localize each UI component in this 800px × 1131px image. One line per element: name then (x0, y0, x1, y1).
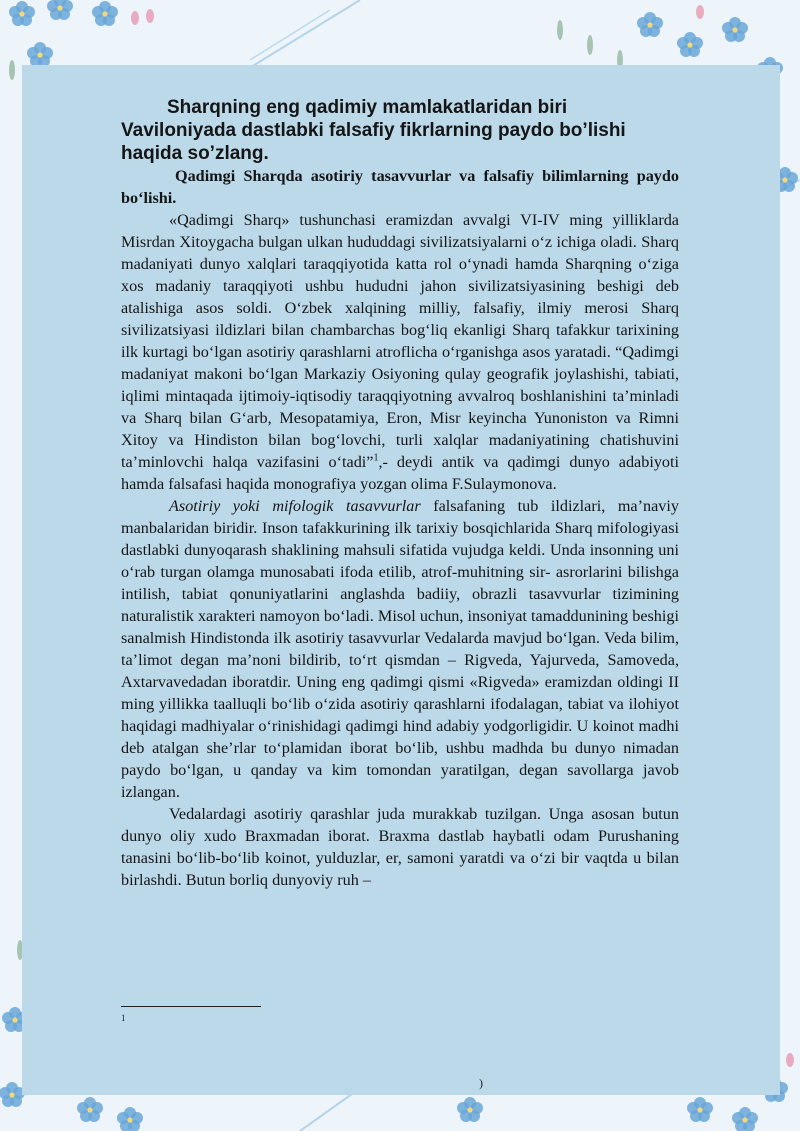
document-title: Sharqning eng qadimiy mamlakatlaridan biri Vaviloniyada dastlabki falsafiy fikrlarning paydo bo’lishi haqida so’zlang. (121, 97, 626, 164)
paragraph-1-text: «Qadimgi Sharq» tushunchasi eramizdan avvalgi VI-IV ming yilliklarda Misrdan Xitoygacha bulgan ulkan hududdagi sivilizatsiyalarni o‘z ichiga oladi. Sharq madaniyati dunyo xalqlari taraqqiyotida katta rol o‘ynadi hamda Sharqning o‘ziga xos madaniy taraqqiyoti ushbu hududni jahon sivilizatsiyasining beshigi deb atalishiga asos soldi. O‘zbek xalqining milliy, falsafiy, ilmiy merosi Sharq sivilizatsiyasi ildizlari bilan chambarchas bog‘liq ekanligi Sharq tafakkur tarixining ilk kurtagi bo‘lgan asotiriy qarashlarni atroflicha o‘rganishga asos yaratadi. “Qadimgi madaniyat makoni bo‘lgan Markaziy Osiyoning qulay geografik joylashishi, tabiati, iqlimi mintaqada ijtimoiy-iqtisodiy taraqqiyotning avvalroq boshlanishini ta’minladi va Sharq bilan G‘arb, Mesopatamiya, Eron, Misr keyincha Yunoniston va Rimni Xitoy va Hindiston bilan bog‘lovchi, turli xalqlar madaniyatining chatishuvini ta’minlovchi halqa vazifasini o‘tadi” (121, 211, 679, 471)
footnote-reference[interactable]: 1 (373, 452, 379, 464)
paragraph-3: Vedalardagi asotiriy qarashlar juda murakkab tuzilgan. Unga asosan butun dunyo oliy xudo Braxmadan iborat. Braxma dastlab haybatli odam Purushaning tanasini bo‘lib-bo‘lib koinot, yulduzlar, er, samoni yaratdi va o‘zi bir vaqtda u bilan birlashdi. Butun borliq dunyoviy ruh – (121, 805, 679, 889)
section-heading: Qadimgi Sharqda asotiriy tasavvurlar va falsafiy bilimlarning paydo bo‘lishi. (121, 167, 679, 207)
paragraph-2-text: falsafaning tub ildizlari, ma’naviy manbalaridan biridir. Inson tafakkurining ilk tarixiy bosqichlarida Sharq mifologiyasi dastlabki dunyoqarash shaklining mahsuli sifatida vujudga keldi. Unda insonning uni o‘rab turgan olamga munosabati ifoda etilib, atrof-muhitning sir- asrorlarini bilishga intilish, tabiat qonuniyatlarini anglashda badiiy, obrazli tasavvurlar tizimining naturalistik xarakteri namoyon bo‘ladi. Misol uchun, insoniyat tamaddunining beshigi sanalmish Hindistonda ilk asotiriy tasavvurlar Vedalarda mavjud bo‘lgan. Veda bilim, ta’limot degan ma’noni bildirib, to‘rt qismdan – Rigveda, Yajurveda, Samoveda, Axtarvavedadan iboratdir. Uning eng qadimgi qismi «Rigveda» eramizdan oldingi II ming yillikka taalluqli bo‘lib o‘zida asotiriy qarashlarni ifodalagan, tabiat va ilohiyot haqidagi madhiyalar o‘rinishidagi qadimgi hind adabiy yodgorligidir. U koinot madhi deb atalgan she’rlar to‘plamidan iborat bo‘lib, ushbu madhda bu dunyo nimadan paydo bo‘lgan, u qanday va kim tomondan yaratilgan, degan savollarga javob izlangan. (121, 497, 679, 801)
paragraph-2-italic-term: Asotiriy yoki mifologik tasavvurlar (169, 497, 421, 515)
paragraph-1-tail: ,- deydi antik va qadimgi dunyo adabiyoti hamda falsafasi haqida monografiya yozgan olima F.Sulaymonova. (121, 453, 680, 493)
document-body (121, 96, 679, 891)
footnote-mark: 1 (121, 1013, 126, 1023)
paragraph-1 (121, 209, 679, 495)
paragraph-2 (121, 495, 679, 803)
page-number: ) (479, 1076, 483, 1090)
footnote-divider (121, 1006, 261, 1007)
